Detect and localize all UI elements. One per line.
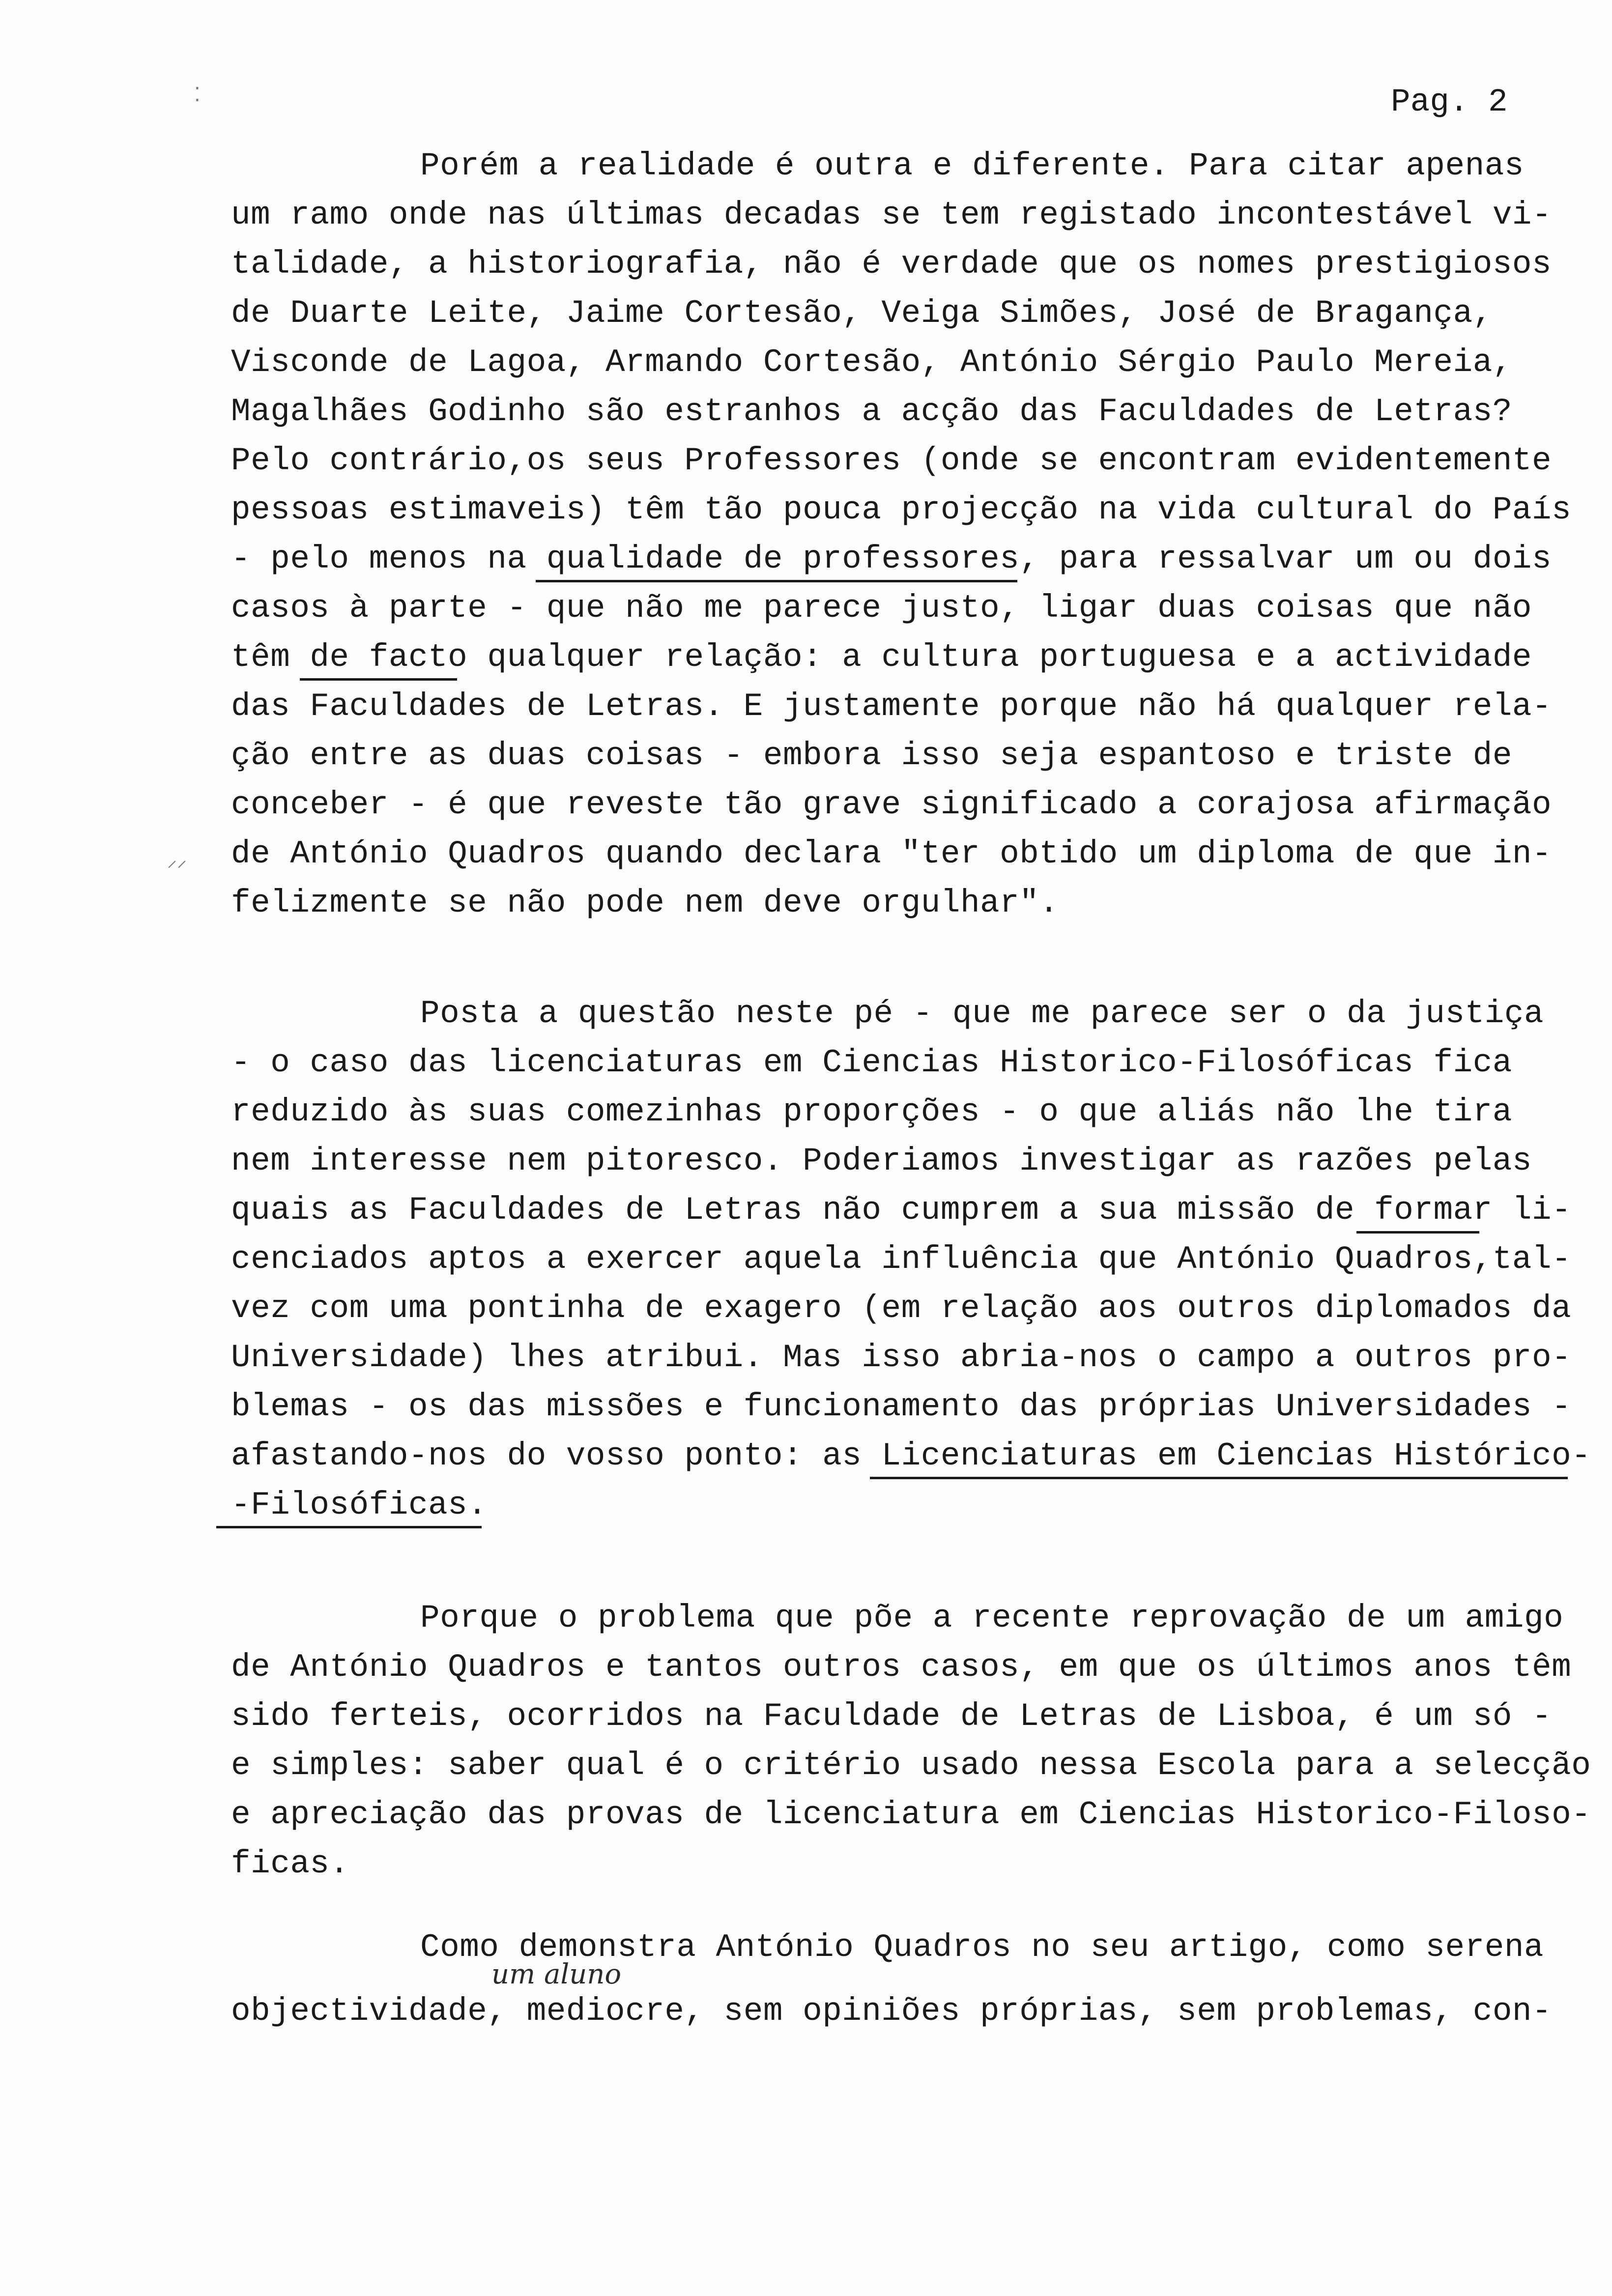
text-line: ficas.	[231, 1845, 349, 1882]
text-line: talidade, a historiografia, não é verdade que os nomes prestigiosos	[231, 246, 1552, 283]
text-line: vez com uma pontinha de exagero (em relação aos outros diplomados da	[231, 1290, 1572, 1327]
text-line: objectividade, mediocre, sem opiniões próprias, sem problemas, con-	[231, 1993, 1552, 2030]
text-line: - pelo menos na qualidade de professores, para ressalvar um ou dois	[231, 541, 1552, 577]
underline-mark	[870, 1477, 1568, 1479]
text-line: casos à parte - que não me parece justo, ligar duas coisas que não	[231, 590, 1532, 627]
text-line: Visconde de Lagoa, Armando Cortesão, António Sérgio Paulo Mereia,	[231, 344, 1512, 381]
text-line: blemas - os das missões e funcionamento das próprias Universidades -	[231, 1388, 1572, 1425]
text-line: conceber - é que reveste tão grave significado a corajosa afirmação	[231, 786, 1552, 823]
text-line: têm de facto qualquer relação: a cultura portuguesa e a actividade	[231, 639, 1532, 676]
text-line: -Filosóficas.	[231, 1487, 488, 1523]
text-line: ção entre as duas coisas - embora isso seja espantoso e triste de	[231, 737, 1512, 774]
text-line: Magalhães Godinho são estranhos a acção das Faculdades de Letras?	[231, 393, 1512, 430]
underline-mark	[1356, 1231, 1479, 1234]
margin-mark: ⁚	[194, 86, 201, 108]
underline-mark	[300, 678, 457, 681]
text-line: Como demonstra António Quadros no seu artigo, como serena	[420, 1929, 1544, 1966]
text-line: Porque o problema que põe a recente reprovação de um amigo	[420, 1600, 1564, 1636]
margin-mark: ⸝⸝	[167, 851, 187, 873]
text-line: reduzido às suas comezinhas proporções - o que aliás não lhe tira	[231, 1093, 1512, 1130]
text-line: de António Quadros quando declara "ter obtido um diploma de que in-	[231, 835, 1552, 872]
page-number: Pag. 2	[1391, 84, 1508, 120]
underline-mark	[216, 1526, 482, 1528]
text-line: de Duarte Leite, Jaime Cortesão, Veiga Simões, José de Bragança,	[231, 295, 1493, 332]
text-line: nem interesse nem pitoresco. Poderiamos investigar as razões pelas	[231, 1143, 1532, 1179]
text-line: quais as Faculdades de Letras não cumprem a sua missão de formar li-	[231, 1192, 1572, 1229]
text-line: cenciados aptos a exercer aquela influência que António Quadros,tal-	[231, 1241, 1572, 1278]
text-line: e simples: saber qual é o critério usado nessa Escola para a selecção	[231, 1747, 1591, 1784]
underline-mark	[536, 580, 1017, 582]
text-line: Universidade) lhes atribui. Mas isso abria-nos o campo a outros pro-	[231, 1339, 1572, 1376]
text-line: Pelo contrário,os seus Professores (onde se encontram evidentemente	[231, 442, 1552, 479]
text-line: e apreciação das provas de licenciatura em Ciencias Historico-Filoso-	[231, 1796, 1591, 1833]
text-line: Porém a realidade é outra e diferente. Para citar apenas	[420, 147, 1524, 184]
text-line: um ramo onde nas últimas decadas se tem registado incontestável vi-	[231, 197, 1552, 233]
text-line: Posta a questão neste pé - que me parece ser o da justiça	[420, 995, 1544, 1032]
text-line: - o caso das licenciaturas em Ciencias Historico-Filosóficas fica	[231, 1044, 1512, 1081]
text-line: pessoas estimaveis) têm tão pouca projecção na vida cultural do País	[231, 491, 1572, 528]
text-line: afastando-nos do vosso ponto: as Licenciaturas em Ciencias Histórico-	[231, 1437, 1591, 1474]
text-line: de António Quadros e tantos outros casos, em que os últimos anos têm	[231, 1649, 1572, 1686]
handwritten-insert: um aluno	[491, 1958, 622, 1990]
text-line: sido ferteis, ocorridos na Faculdade de Letras de Lisboa, é um só -	[231, 1698, 1552, 1735]
text-line: felizmente se não pode nem deve orgulhar".	[231, 885, 1059, 921]
text-line: das Faculdades de Letras. E justamente porque não há qualquer rela-	[231, 688, 1552, 725]
